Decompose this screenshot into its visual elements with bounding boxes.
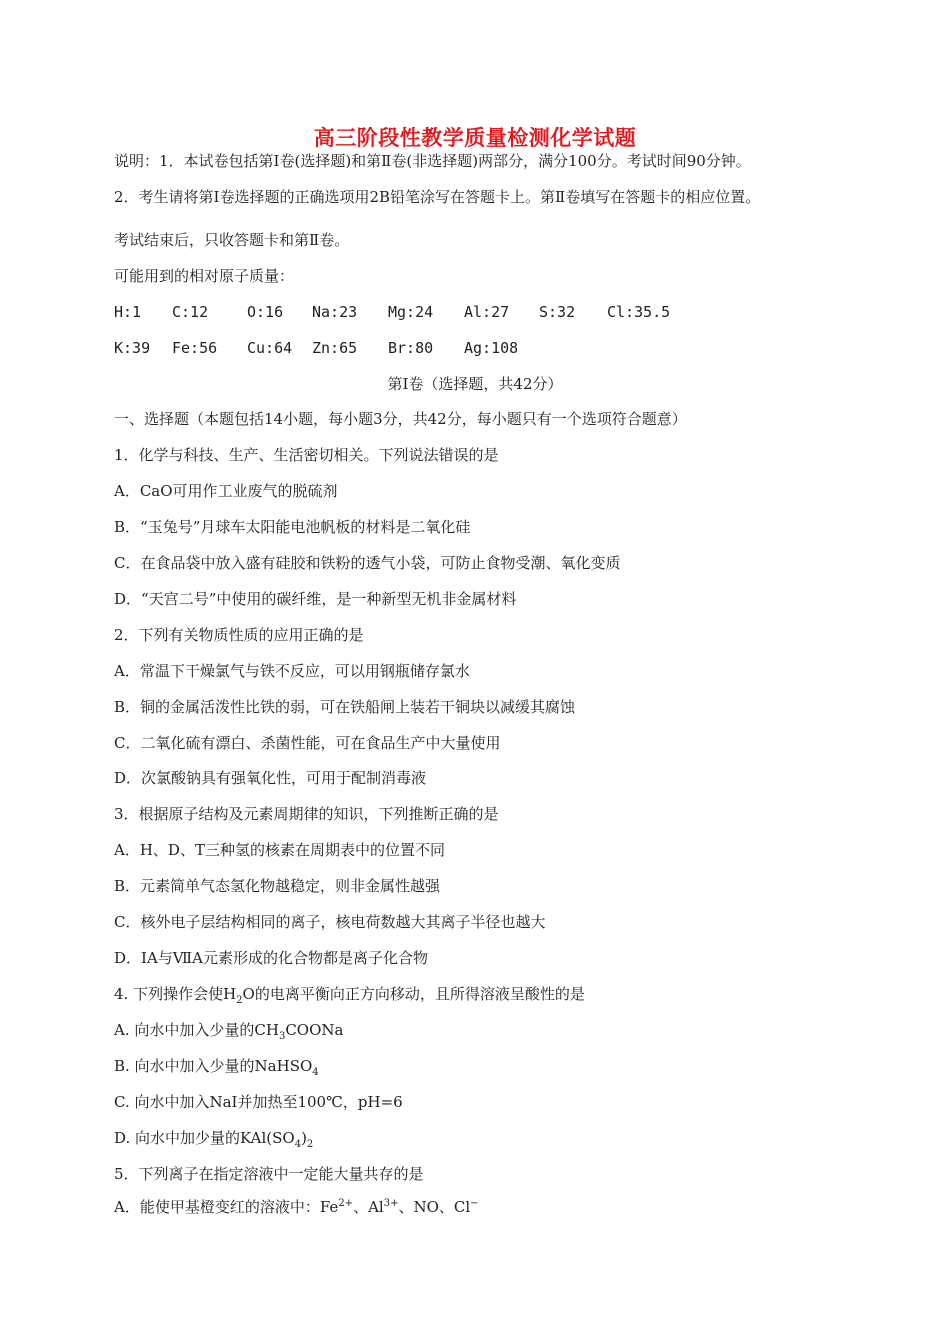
q4-a-text: COONa [285,1021,344,1039]
q4-b-text: B. 向水中加入少量的NaHSO [114,1057,313,1075]
mass-item: Ag:108 [464,339,519,357]
question-1-option-a: A．CaO可用作工业废气的脱硫剂 [114,482,338,500]
question-3-option-b: B．元素简单气态氢化物越稳定，则非金属性越强 [114,877,441,895]
intro-line-2: 2．考生请将第Ⅰ卷选择题的正确选项用2B铅笔涂写在答题卡上。第Ⅱ卷填写在答题卡的相应位置。 [114,188,761,206]
q4-d-text: ) [301,1129,307,1147]
question-3-option-d: D．ⅠA与ⅦA元素形成的化合物都是离子化合物 [114,949,428,967]
mass-item: K:39 [114,339,151,357]
mass-item: Na:23 [312,303,358,321]
q5-a-text: 、NO、Cl [398,1198,471,1216]
mass-item: Mg:24 [388,303,434,321]
q5-a-text: A．能使甲基橙变红的溶液中：Fe [114,1198,339,1216]
intro-line-3: 考试结束后，只收答题卡和第Ⅱ卷。 [114,231,350,249]
subscript: 2 [236,995,243,1006]
question-5-option-a [114,1194,479,1217]
subscript: 2 [306,1139,314,1150]
q4-stem-text: 4. 下列操作会使H [114,985,237,1003]
intro-line-4: 可能用到的相对原子质量： [114,267,295,285]
question-4-option-d [114,1128,313,1155]
subscript: 4 [294,1139,302,1150]
question-3-option-a: A．H、D、T三种氢的核素在周期表中的位置不同 [114,841,445,859]
mass-item: Cl:35.5 [607,303,671,321]
mass-item: Br:80 [388,339,434,357]
page-title: 高三阶段性教学质量检测化学试题 [313,125,637,150]
question-2-option-a: A．常温下干燥氯气与铁不反应，可以用钢瓶储存氯水 [114,662,470,680]
question-2-option-c: C．二氧化硫有漂白、杀菌性能，可在食品生产中大量使用 [114,734,501,752]
mass-item: Cu:64 [247,339,293,357]
superscript: 2+ [338,1198,354,1209]
mass-item: Fe:56 [172,339,218,357]
question-3-stem: 3．根据原子结构及元素周期律的知识，下列推断正确的是 [114,805,499,823]
section-instructions: 一、选择题（本题包括14小题，每小题3分，共42分，每小题只有一个选项符合题意） [114,410,687,428]
question-1-option-c: C．在食品袋中放入盛有硅胶和铁粉的透气小袋，可防止食物受潮、氧化变质 [114,554,621,572]
question-3-option-c: C．核外电子层结构相同的离子，核电荷数越大其离子半径也越大 [114,913,546,931]
question-4-option-a [114,1020,343,1047]
mass-item: Zn:65 [312,339,358,357]
question-4-option-b [114,1056,319,1083]
question-1-stem: 1．化学与科技、生产、生活密切相关。下列说法错误的是 [114,446,499,464]
intro-line-1: 说明：1．本试卷包括第Ⅰ卷(选择题)和第Ⅱ卷(非选择题)两部分，满分100分。考试时间90分钟。 [114,152,751,170]
question-1-option-b: B．“玉兔号”月球车太阳能电池帆板的材料是二氧化硅 [114,518,471,536]
q4-d-text: D. 向水中加少量的KAl(SO [114,1129,295,1147]
question-1-option-d: D．“天宫二号”中使用的碳纤维，是一种新型无机非金属材料 [114,590,517,608]
question-4-option-c: C. 向水中加入NaI并加热至100℃，pH=6 [114,1093,403,1111]
superscript: 3+ [383,1198,399,1209]
q4-a-text: A. 向水中加入少量的CH [114,1021,279,1039]
subscript: 4 [312,1067,319,1078]
subscript: 3 [278,1031,286,1042]
q4-stem-text: O的电离平衡向正方向移动，且所得溶液呈酸性的是 [242,985,585,1003]
q5-a-text: 、Al [353,1198,384,1216]
mass-item: H:1 [114,303,142,321]
mass-item: Al:27 [464,303,510,321]
superscript: − [470,1198,479,1209]
mass-item: O:16 [247,303,284,321]
question-2-stem: 2．下列有关物质性质的应用正确的是 [114,626,364,644]
mass-item: C:12 [172,303,209,321]
section-title: 第Ⅰ卷（选择题，共42分） [387,375,563,393]
mass-item: S:32 [539,303,576,321]
question-2-option-b: B．铜的金属活泼性比铁的弱，可在铁船闸上装若干铜块以减缓其腐蚀 [114,698,576,716]
question-5-stem: 5．下列离子在指定溶液中一定能大量共存的是 [114,1165,424,1183]
question-4-stem [114,984,585,1011]
question-2-option-d: D．次氯酸钠具有强氧化性，可用于配制消毒液 [114,769,427,787]
